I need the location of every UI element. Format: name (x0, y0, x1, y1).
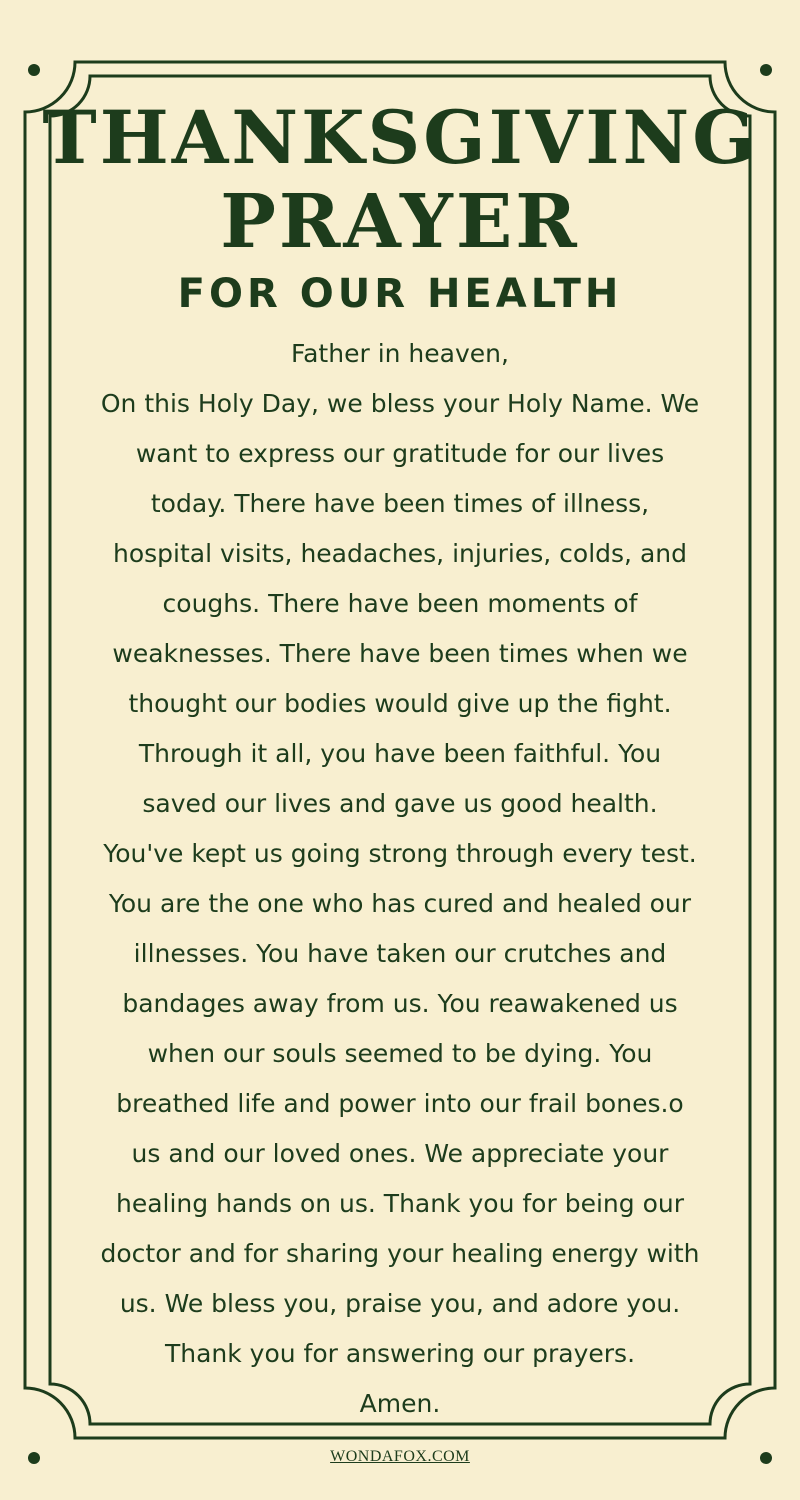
prayer-line: want to express our gratitude for our lives (135, 439, 665, 468)
prayer-line: weaknesses. There have been times when we (112, 639, 688, 668)
prayer-line: doctor and for sharing your healing energy with (100, 1239, 700, 1268)
prayer-line: Through it all, you have been faithful. You (138, 739, 662, 768)
prayer-line: thought our bodies would give up the fight. (128, 689, 672, 718)
prayer-line: You are the one who has cured and healed our (108, 889, 692, 918)
prayer-line: hospital visits, headaches, injuries, colds, and (113, 539, 687, 568)
prayer-line: On this Holy Day, we bless your Holy Name. We (100, 389, 700, 418)
prayer-closing: Amen. (359, 1389, 441, 1418)
prayer-line: coughs. There have been moments of (162, 589, 638, 618)
prayer-line: illnesses. You have taken our crutches and (133, 939, 667, 968)
prayer-line: when our souls seemed to be dying. You (147, 1039, 653, 1068)
prayer-line: breathed life and power into our frail bones.o (116, 1089, 684, 1118)
watermark-text: WONDAFOX.COM (330, 1448, 470, 1465)
prayer-line: saved our lives and gave us good health. (142, 789, 658, 818)
prayer-line: healing hands on us. Thank you for being our (116, 1189, 684, 1218)
subtitle: FOR OUR HEALTH (177, 271, 623, 317)
corner-dot-top-left (28, 64, 40, 76)
corner-dot-top-right (760, 64, 772, 76)
title-line-1: THANKSGIVING (42, 95, 758, 181)
title-line-2: PRAYER (220, 179, 580, 265)
watermark (0, 1447, 800, 1467)
prayer-line: today. There have been times of illness, (150, 489, 650, 518)
prayer-line: Thank you for answering our prayers. (164, 1339, 636, 1368)
prayer-line: Father in heaven, (291, 339, 509, 368)
prayer-line: us. We bless you, praise you, and adore you. (119, 1289, 681, 1318)
prayer-line: bandages away from us. You reawakened us (122, 989, 678, 1018)
prayer-line: You've kept us going strong through every test. (103, 839, 697, 868)
prayer-line: us and our loved ones. We appreciate your (131, 1139, 669, 1168)
